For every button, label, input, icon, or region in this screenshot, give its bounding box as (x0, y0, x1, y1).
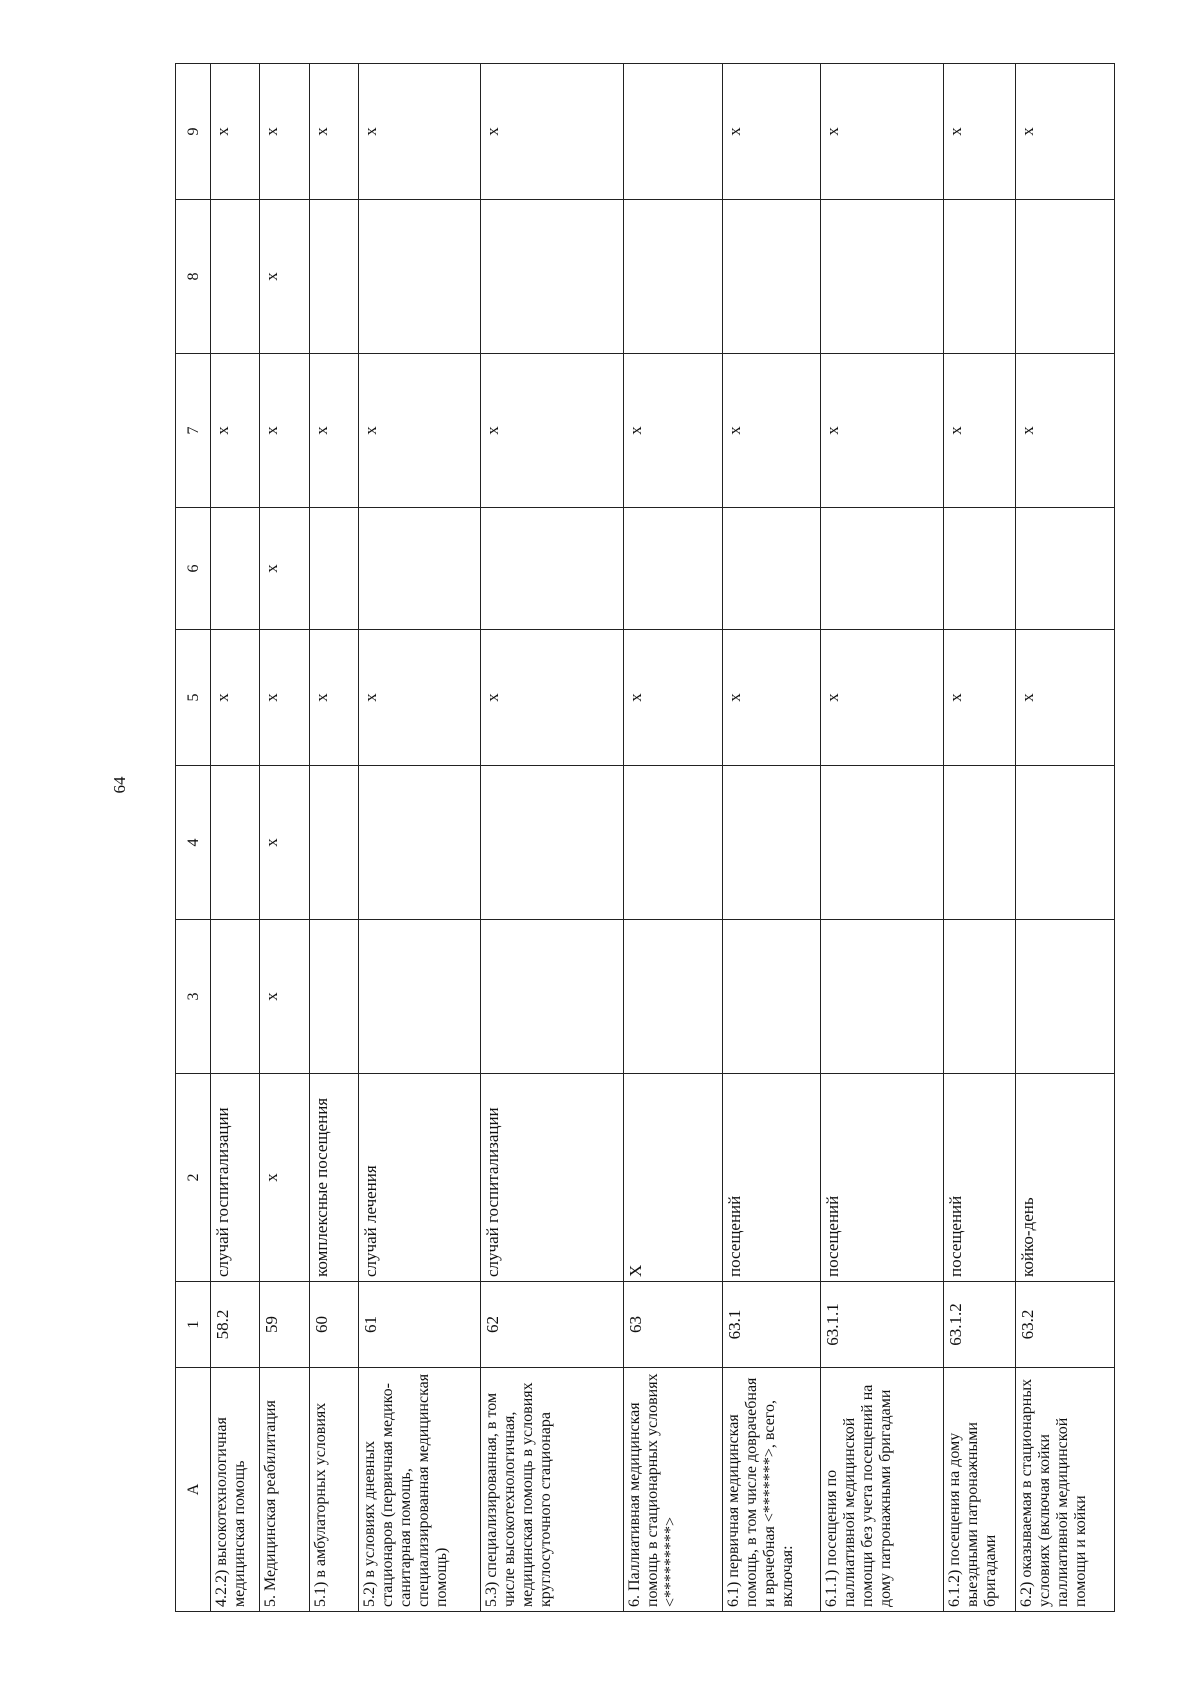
table-cell: х (211, 630, 260, 766)
table-cell: х (480, 630, 623, 766)
table-cell: х (821, 64, 943, 200)
table-cell (480, 766, 623, 920)
table-cell (309, 920, 358, 1074)
table-cell (943, 508, 1016, 630)
table-cell: х (821, 354, 943, 508)
table-cell: случай госпитализации (211, 1074, 260, 1282)
table-cell: х (480, 354, 623, 508)
table-cell (624, 64, 723, 200)
table-cell (821, 920, 943, 1074)
table-cell (211, 766, 260, 920)
table-cell: 59 (260, 1282, 309, 1368)
column-header: 9 (176, 64, 211, 200)
table-cell: х (309, 354, 358, 508)
table-cell: х (943, 630, 1016, 766)
table-cell: х (211, 64, 260, 200)
table-cell: х (480, 64, 623, 200)
table-cell: х (358, 64, 480, 200)
column-header: 7 (176, 354, 211, 508)
table-row (309, 64, 358, 1612)
row-name-cell: 5.2) в условиях дневных стационаров (первичная медико-санитарная помощь, специализированная медицинская помощь) (358, 1368, 480, 1612)
table-cell (480, 200, 623, 354)
row-name-cell: 5. Медицинская реабилитация (260, 1368, 309, 1612)
table-cell (480, 920, 623, 1074)
column-header: А (176, 1368, 211, 1612)
table-cell: х (722, 354, 821, 508)
table-cell: х (260, 1074, 309, 1282)
table-cell: 60 (309, 1282, 358, 1368)
data-table (175, 63, 1115, 1612)
table-cell: посещений (943, 1074, 1016, 1282)
table-cell (722, 200, 821, 354)
table-cell (821, 200, 943, 354)
column-header: 8 (176, 200, 211, 354)
table-cell: койко-день (1016, 1074, 1115, 1282)
table-cell (1016, 920, 1115, 1074)
table-cell: х (1016, 630, 1115, 766)
table-cell: х (624, 630, 723, 766)
row-name-cell: 5.1) в амбулаторных условиях (309, 1368, 358, 1612)
header-row (176, 64, 211, 1612)
table-cell: х (358, 354, 480, 508)
table-cell: 62 (480, 1282, 623, 1368)
table-row (260, 64, 309, 1612)
table-cell: х (943, 354, 1016, 508)
table-cell: 63.1.2 (943, 1282, 1016, 1368)
table-cell (722, 920, 821, 1074)
table-cell (624, 920, 723, 1074)
table-cell: 61 (358, 1282, 480, 1368)
table-cell: х (260, 766, 309, 920)
table-row (943, 64, 1016, 1612)
table-cell (624, 508, 723, 630)
table-cell (821, 766, 943, 920)
table-cell (358, 766, 480, 920)
table-cell (1016, 766, 1115, 920)
table-cell: х (211, 354, 260, 508)
table-row (211, 64, 260, 1612)
table-cell (480, 508, 623, 630)
table-cell: х (624, 354, 723, 508)
table-row (624, 64, 723, 1612)
row-name-cell: 6.2) оказываемая в стационарных условиях (включая койки паллиативной медицинской помощи и койки (1016, 1368, 1115, 1612)
table-cell: Х (624, 1074, 723, 1282)
table-cell: х (309, 630, 358, 766)
table-cell (358, 508, 480, 630)
table-cell (211, 200, 260, 354)
table-cell: комплексные посещения (309, 1074, 358, 1282)
table-cell (943, 766, 1016, 920)
table-cell (821, 508, 943, 630)
table-cell: х (260, 64, 309, 200)
table-cell (1016, 200, 1115, 354)
table-cell: посещений (821, 1074, 943, 1282)
column-header: 2 (176, 1074, 211, 1282)
table-cell: х (260, 630, 309, 766)
table-cell (943, 920, 1016, 1074)
table-cell: 63.2 (1016, 1282, 1115, 1368)
rotated-table-container (175, 64, 1115, 1612)
table-cell: х (260, 354, 309, 508)
table-cell (211, 920, 260, 1074)
table-cell (624, 766, 723, 920)
table-cell: 58.2 (211, 1282, 260, 1368)
row-name-cell: 6. Паллиативная медицинская помощь в стационарных условиях <*********> (624, 1368, 723, 1612)
table-cell (309, 200, 358, 354)
row-name-cell: 6.1) первичная медицинская помощь, в том числе доврачебная и врачебная <*******>, всего, включая: (722, 1368, 821, 1612)
page-number: 64 (110, 776, 129, 794)
table-cell: х (260, 508, 309, 630)
row-name-cell: 6.1.1) посещения по паллиативной медицинской помощи без учета посещений на дому патронажными бригадами (821, 1368, 943, 1612)
table-row (722, 64, 821, 1612)
table-cell: х (943, 64, 1016, 200)
row-name-cell: 6.1.2) посещения на дому выездными патронажными бригадами (943, 1368, 1016, 1612)
column-header: 4 (176, 766, 211, 920)
table-cell: х (358, 630, 480, 766)
column-header: 1 (176, 1282, 211, 1368)
table-row (1016, 64, 1115, 1612)
table-cell (624, 200, 723, 354)
row-name-cell: 5.3) специализированная, в том числе высокотехнологичная, медицинская помощь в условиях круглосуточного стационара (480, 1368, 623, 1612)
table-cell (358, 200, 480, 354)
table-cell: посещений (722, 1074, 821, 1282)
column-header: 5 (176, 630, 211, 766)
table-cell: 63.1 (722, 1282, 821, 1368)
column-header: 6 (176, 508, 211, 630)
table-cell: 63.1.1 (821, 1282, 943, 1368)
table-row (480, 64, 623, 1612)
table-cell: х (722, 64, 821, 200)
row-name-cell: 4.2.2) высокотехнологичная медицинская помощь (211, 1368, 260, 1612)
table-row (358, 64, 480, 1612)
table-cell (1016, 508, 1115, 630)
table-cell (943, 200, 1016, 354)
table-cell (722, 508, 821, 630)
table-cell: случай лечения (358, 1074, 480, 1282)
table-cell (358, 920, 480, 1074)
table-cell: х (722, 630, 821, 766)
table-cell: случай госпитализации (480, 1074, 623, 1282)
table-cell: х (309, 64, 358, 200)
table-cell: х (260, 920, 309, 1074)
table-cell: х (1016, 354, 1115, 508)
table-cell: х (1016, 64, 1115, 200)
table-cell (211, 508, 260, 630)
table-cell: х (260, 200, 309, 354)
table-row (821, 64, 943, 1612)
column-header: 3 (176, 920, 211, 1074)
table-cell (309, 508, 358, 630)
table-cell: х (821, 630, 943, 766)
table-cell (309, 766, 358, 920)
table-cell: 63 (624, 1282, 723, 1368)
table-cell (722, 766, 821, 920)
